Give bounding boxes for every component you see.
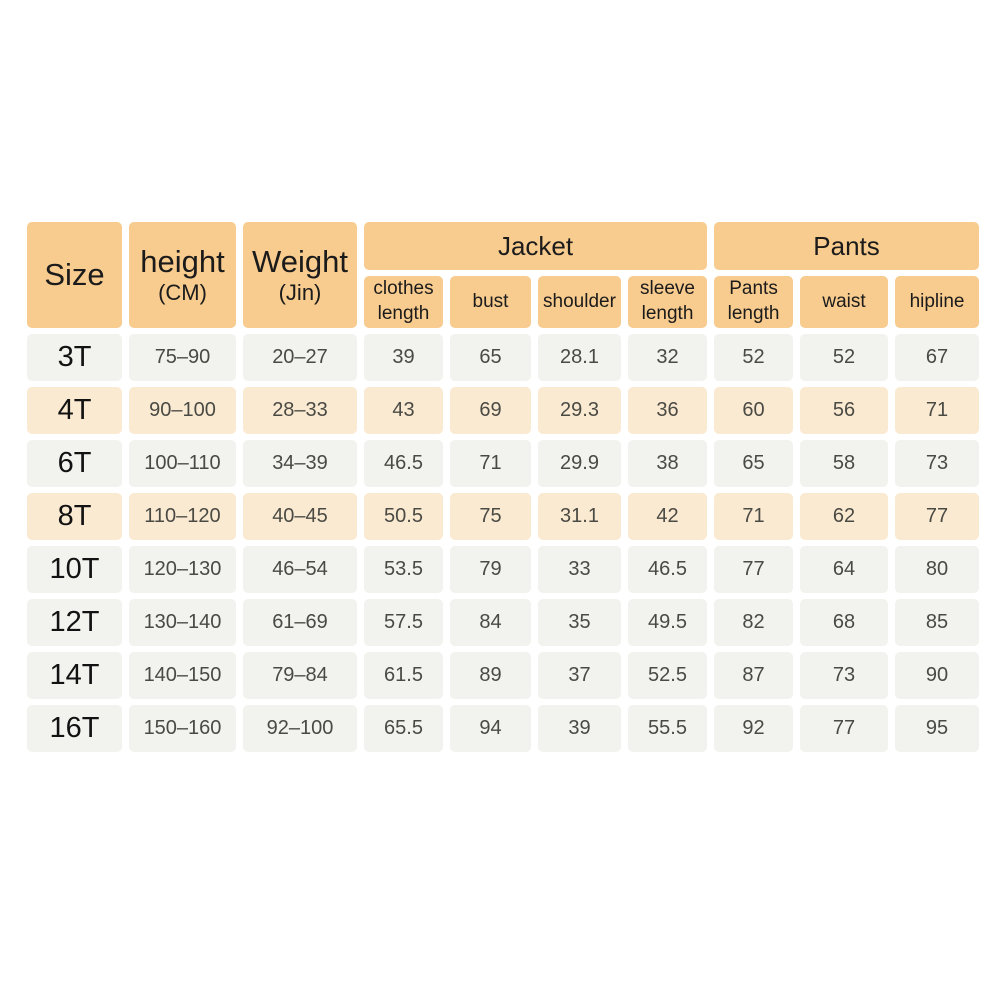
- cell-clothes-length: 39: [364, 334, 443, 381]
- table-row: [27, 705, 979, 752]
- cell-bust: 94: [450, 705, 531, 752]
- col-header-waist: waist: [800, 276, 888, 328]
- cell-weight: 92–100: [243, 705, 357, 752]
- row-size-label: 4T: [27, 387, 122, 434]
- table-row: [27, 599, 979, 646]
- cell-clothes-length: 46.5: [364, 440, 443, 487]
- cell-pants-length: 60: [714, 387, 793, 434]
- cell-shoulder: 33: [538, 546, 621, 593]
- cell-bust: 65: [450, 334, 531, 381]
- cell-weight: 79–84: [243, 652, 357, 699]
- cell-bust: 75: [450, 493, 531, 540]
- cell-pants-length: 71: [714, 493, 793, 540]
- table-body: [27, 334, 979, 752]
- table-row: [27, 440, 979, 487]
- cell-pants-length: 82: [714, 599, 793, 646]
- table-row: [27, 334, 979, 381]
- cell-sleeve-length: 46.5: [628, 546, 707, 593]
- cell-bust: 71: [450, 440, 531, 487]
- cell-pants-length: 77: [714, 546, 793, 593]
- cell-waist: 52: [800, 334, 888, 381]
- col-group-jacket: Jacket: [364, 222, 707, 270]
- col-header-hipline: hipline: [895, 276, 979, 328]
- cell-waist: 68: [800, 599, 888, 646]
- cell-height: 90–100: [129, 387, 236, 434]
- cell-shoulder: 29.9: [538, 440, 621, 487]
- height-header-label: height: [140, 243, 225, 279]
- cell-pants-length: 65: [714, 440, 793, 487]
- cell-shoulder: 37: [538, 652, 621, 699]
- cell-clothes-length: 57.5: [364, 599, 443, 646]
- cell-bust: 89: [450, 652, 531, 699]
- size-chart-table: [20, 216, 986, 758]
- cell-weight: 34–39: [243, 440, 357, 487]
- cell-sleeve-length: 52.5: [628, 652, 707, 699]
- cell-bust: 79: [450, 546, 531, 593]
- header-group-row: [27, 222, 979, 270]
- cell-bust: 69: [450, 387, 531, 434]
- cell-shoulder: 29.3: [538, 387, 621, 434]
- cell-shoulder: 39: [538, 705, 621, 752]
- cell-sleeve-length: 49.5: [628, 599, 707, 646]
- cell-sleeve-length: 38: [628, 440, 707, 487]
- cell-hipline: 85: [895, 599, 979, 646]
- cell-weight: 20–27: [243, 334, 357, 381]
- cell-hipline: 95: [895, 705, 979, 752]
- col-header-weight: [243, 222, 357, 328]
- cell-height: 130–140: [129, 599, 236, 646]
- cell-sleeve-length: 32: [628, 334, 707, 381]
- cell-shoulder: 31.1: [538, 493, 621, 540]
- row-size-label: 14T: [27, 652, 122, 699]
- col-group-pants: Pants: [714, 222, 979, 270]
- table-header: [27, 222, 979, 328]
- row-size-label: 16T: [27, 705, 122, 752]
- col-header-sleeve-length: sleeve length: [628, 276, 707, 328]
- cell-clothes-length: 61.5: [364, 652, 443, 699]
- row-size-label: 10T: [27, 546, 122, 593]
- table-row: [27, 387, 979, 434]
- cell-waist: 64: [800, 546, 888, 593]
- cell-shoulder: 35: [538, 599, 621, 646]
- weight-header-label: Weight: [252, 243, 348, 279]
- cell-shoulder: 28.1: [538, 334, 621, 381]
- cell-height: 150–160: [129, 705, 236, 752]
- row-size-label: 8T: [27, 493, 122, 540]
- cell-weight: 40–45: [243, 493, 357, 540]
- row-size-label: 6T: [27, 440, 122, 487]
- col-header-height: [129, 222, 236, 328]
- cell-bust: 84: [450, 599, 531, 646]
- cell-hipline: 67: [895, 334, 979, 381]
- cell-weight: 46–54: [243, 546, 357, 593]
- col-header-bust: bust: [450, 276, 531, 328]
- height-header-unit: (CM): [158, 279, 207, 305]
- cell-hipline: 71: [895, 387, 979, 434]
- cell-pants-length: 92: [714, 705, 793, 752]
- cell-hipline: 73: [895, 440, 979, 487]
- cell-height: 75–90: [129, 334, 236, 381]
- cell-waist: 58: [800, 440, 888, 487]
- table-row: [27, 546, 979, 593]
- weight-header-unit: (Jin): [278, 279, 322, 305]
- col-header-clothes-length: clothes length: [364, 276, 443, 328]
- row-size-label: 12T: [27, 599, 122, 646]
- cell-clothes-length: 65.5: [364, 705, 443, 752]
- cell-height: 110–120: [129, 493, 236, 540]
- cell-pants-length: 52: [714, 334, 793, 381]
- cell-waist: 56: [800, 387, 888, 434]
- table-row: [27, 493, 979, 540]
- cell-clothes-length: 53.5: [364, 546, 443, 593]
- cell-height: 100–110: [129, 440, 236, 487]
- size-header-label: Size: [44, 256, 105, 292]
- cell-waist: 62: [800, 493, 888, 540]
- row-size-label: 3T: [27, 334, 122, 381]
- cell-waist: 73: [800, 652, 888, 699]
- table-row: [27, 652, 979, 699]
- cell-waist: 77: [800, 705, 888, 752]
- cell-sleeve-length: 55.5: [628, 705, 707, 752]
- cell-weight: 61–69: [243, 599, 357, 646]
- col-header-shoulder: shoulder: [538, 276, 621, 328]
- col-header-pants-length: Pants length: [714, 276, 793, 328]
- cell-sleeve-length: 36: [628, 387, 707, 434]
- cell-height: 140–150: [129, 652, 236, 699]
- cell-clothes-length: 43: [364, 387, 443, 434]
- cell-height: 120–130: [129, 546, 236, 593]
- cell-hipline: 80: [895, 546, 979, 593]
- cell-hipline: 90: [895, 652, 979, 699]
- cell-sleeve-length: 42: [628, 493, 707, 540]
- cell-hipline: 77: [895, 493, 979, 540]
- cell-pants-length: 87: [714, 652, 793, 699]
- cell-weight: 28–33: [243, 387, 357, 434]
- col-header-size: [27, 222, 122, 328]
- cell-clothes-length: 50.5: [364, 493, 443, 540]
